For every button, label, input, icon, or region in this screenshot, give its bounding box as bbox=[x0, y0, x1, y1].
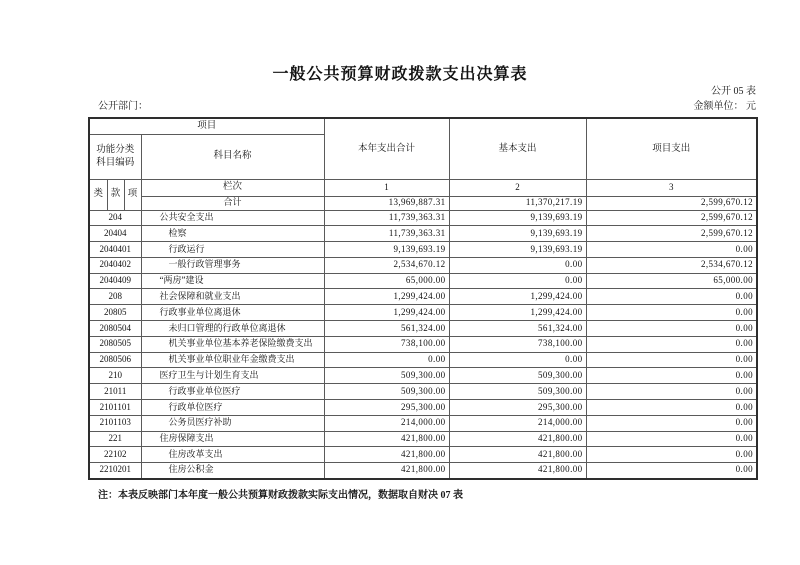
table-row bbox=[89, 368, 757, 384]
row-basic-value: 1,299,424.00 bbox=[449, 305, 586, 321]
code-group-header: 功能分类科目编码 bbox=[89, 134, 141, 179]
row-basic-value: 9,139,693.19 bbox=[449, 210, 586, 226]
row-subject-name: 住房改革支出 bbox=[141, 447, 324, 463]
row-project-value: 0.00 bbox=[586, 431, 757, 447]
row-subject-name: 机关事业单位职业年金缴费支出 bbox=[141, 352, 324, 368]
row-code: 2040402 bbox=[89, 257, 141, 273]
row-basic-value: 421,800.00 bbox=[449, 431, 586, 447]
row-code: 2080506 bbox=[89, 352, 141, 368]
table-row bbox=[89, 400, 757, 416]
table-row bbox=[89, 352, 757, 368]
row-code: 2080504 bbox=[89, 321, 141, 337]
row-project-value: 65,000.00 bbox=[586, 273, 757, 289]
header-row-index bbox=[89, 179, 757, 196]
row-code: 2040401 bbox=[89, 242, 141, 258]
table-row bbox=[89, 226, 757, 242]
col-num-2: 2 bbox=[449, 179, 586, 196]
table-row bbox=[89, 336, 757, 352]
row-subject-name: 机关事业单位基本养老保险缴费支出 bbox=[141, 336, 324, 352]
col-header-total: 本年支出合计 bbox=[324, 118, 449, 179]
col-num-1: 1 bbox=[324, 179, 449, 196]
row-basic-value: 214,000.00 bbox=[449, 415, 586, 431]
footnote: 注：本表反映部门本年度一般公共预算财政拨款实际支出情况，数据取自财决 07 表 bbox=[98, 490, 463, 501]
row-subject-name: 公务员医疗补助 bbox=[141, 415, 324, 431]
row-total-value: 295,300.00 bbox=[324, 400, 449, 416]
row-subject-name: 一般行政管理事务 bbox=[141, 257, 324, 273]
grand-total-row bbox=[89, 196, 757, 210]
row-basic-value: 295,300.00 bbox=[449, 400, 586, 416]
row-basic-value: 738,100.00 bbox=[449, 336, 586, 352]
row-total-value: 738,100.00 bbox=[324, 336, 449, 352]
row-project-value: 0.00 bbox=[586, 242, 757, 258]
row-total-value: 1,299,424.00 bbox=[324, 289, 449, 305]
row-subject-name: 检察 bbox=[141, 226, 324, 242]
amount-unit-label: 金额单位： 元 bbox=[693, 101, 756, 112]
row-total-value: 214,000.00 bbox=[324, 415, 449, 431]
row-project-value: 2,534,670.12 bbox=[586, 257, 757, 273]
row-basic-value: 509,300.00 bbox=[449, 368, 586, 384]
row-subject-name: 行政事业单位医疗 bbox=[141, 384, 324, 400]
row-project-value: 2,599,670.12 bbox=[586, 210, 757, 226]
row-project-value: 0.00 bbox=[586, 336, 757, 352]
row-basic-value: 0.00 bbox=[449, 273, 586, 289]
row-basic-value: 421,800.00 bbox=[449, 447, 586, 463]
code-class-header: 类 bbox=[89, 179, 107, 210]
row-code: 2101101 bbox=[89, 400, 141, 416]
row-code: 221 bbox=[89, 431, 141, 447]
row-code: 21011 bbox=[89, 384, 141, 400]
row-basic-value: 9,139,693.19 bbox=[449, 226, 586, 242]
row-project-value: 0.00 bbox=[586, 305, 757, 321]
row-subject-name: 公共安全支出 bbox=[141, 210, 324, 226]
row-index-label: 栏次 bbox=[141, 179, 324, 196]
row-total-value: 421,800.00 bbox=[324, 447, 449, 463]
row-total-value: 561,324.00 bbox=[324, 321, 449, 337]
row-subject-name: 行政运行 bbox=[141, 242, 324, 258]
expenditure-table bbox=[88, 117, 758, 480]
row-project-value: 2,599,670.12 bbox=[586, 226, 757, 242]
row-total-value: 509,300.00 bbox=[324, 368, 449, 384]
row-total-value: 2,534,670.12 bbox=[324, 257, 449, 273]
row-total-value: 9,139,693.19 bbox=[324, 242, 449, 258]
subject-name-header: 科目名称 bbox=[141, 134, 324, 179]
table-row bbox=[89, 463, 757, 479]
code-section-header: 款 bbox=[107, 179, 124, 210]
row-subject-name: “两房”建设 bbox=[141, 273, 324, 289]
row-project-value: 0.00 bbox=[586, 463, 757, 479]
row-code: 208 bbox=[89, 289, 141, 305]
row-total-value: 1,299,424.00 bbox=[324, 305, 449, 321]
header-row-project bbox=[89, 118, 757, 134]
row-subject-name: 未归口管理的行政单位离退休 bbox=[141, 321, 324, 337]
row-subject-name: 医疗卫生与计划生育支出 bbox=[141, 368, 324, 384]
table-row bbox=[89, 242, 757, 258]
row-subject-name: 行政事业单位离退休 bbox=[141, 305, 324, 321]
row-basic-value: 509,300.00 bbox=[449, 384, 586, 400]
row-basic-value: 9,139,693.19 bbox=[449, 242, 586, 258]
total-row-basic-value: 11,370,217.19 bbox=[449, 196, 586, 210]
table-row bbox=[89, 210, 757, 226]
row-project-value: 0.00 bbox=[586, 289, 757, 305]
row-subject-name: 行政单位医疗 bbox=[141, 400, 324, 416]
table-row bbox=[89, 273, 757, 289]
page-title: 一般公共预算财政拨款支出决算表 bbox=[272, 66, 528, 83]
department-label: 公开部门： bbox=[98, 101, 148, 112]
table-row bbox=[89, 321, 757, 337]
row-basic-value: 1,299,424.00 bbox=[449, 289, 586, 305]
row-subject-name: 住房保障支出 bbox=[141, 431, 324, 447]
table-row bbox=[89, 415, 757, 431]
table-row bbox=[89, 305, 757, 321]
row-project-value: 0.00 bbox=[586, 400, 757, 416]
total-row-project-value: 2,599,670.12 bbox=[586, 196, 757, 210]
row-project-value: 0.00 bbox=[586, 321, 757, 337]
row-code: 2101103 bbox=[89, 415, 141, 431]
table-row bbox=[89, 289, 757, 305]
row-code: 210 bbox=[89, 368, 141, 384]
row-subject-name: 住房公积金 bbox=[141, 463, 324, 479]
row-project-value: 0.00 bbox=[586, 368, 757, 384]
row-code: 2040409 bbox=[89, 273, 141, 289]
row-code: 204 bbox=[89, 210, 141, 226]
form-code-label: 公开 05 表 bbox=[711, 86, 756, 97]
row-subject-name: 社会保障和就业支出 bbox=[141, 289, 324, 305]
row-project-value: 0.00 bbox=[586, 352, 757, 368]
table-row bbox=[89, 384, 757, 400]
col-header-basic: 基本支出 bbox=[449, 118, 586, 179]
table-row bbox=[89, 257, 757, 273]
row-project-value: 0.00 bbox=[586, 384, 757, 400]
row-total-value: 11,739,363.31 bbox=[324, 226, 449, 242]
code-item-header: 项 bbox=[124, 179, 141, 210]
row-basic-value: 561,324.00 bbox=[449, 321, 586, 337]
table-row bbox=[89, 447, 757, 463]
row-project-value: 0.00 bbox=[586, 447, 757, 463]
total-row-total-value: 13,969,887.31 bbox=[324, 196, 449, 210]
row-total-value: 509,300.00 bbox=[324, 384, 449, 400]
total-row-label: 合计 bbox=[141, 196, 324, 210]
col-header-project-exp: 项目支出 bbox=[586, 118, 757, 179]
row-basic-value: 0.00 bbox=[449, 352, 586, 368]
row-basic-value: 421,800.00 bbox=[449, 463, 586, 479]
row-code: 2210201 bbox=[89, 463, 141, 479]
row-code: 2080505 bbox=[89, 336, 141, 352]
table-row bbox=[89, 431, 757, 447]
col-num-3: 3 bbox=[586, 179, 757, 196]
row-project-value: 0.00 bbox=[586, 415, 757, 431]
row-total-value: 421,800.00 bbox=[324, 463, 449, 479]
row-total-value: 0.00 bbox=[324, 352, 449, 368]
row-code: 20805 bbox=[89, 305, 141, 321]
row-total-value: 11,739,363.31 bbox=[324, 210, 449, 226]
project-header-cell: 项目 bbox=[89, 118, 324, 134]
row-total-value: 421,800.00 bbox=[324, 431, 449, 447]
row-code: 20404 bbox=[89, 226, 141, 242]
row-code: 22102 bbox=[89, 447, 141, 463]
row-total-value: 65,000.00 bbox=[324, 273, 449, 289]
row-basic-value: 0.00 bbox=[449, 257, 586, 273]
